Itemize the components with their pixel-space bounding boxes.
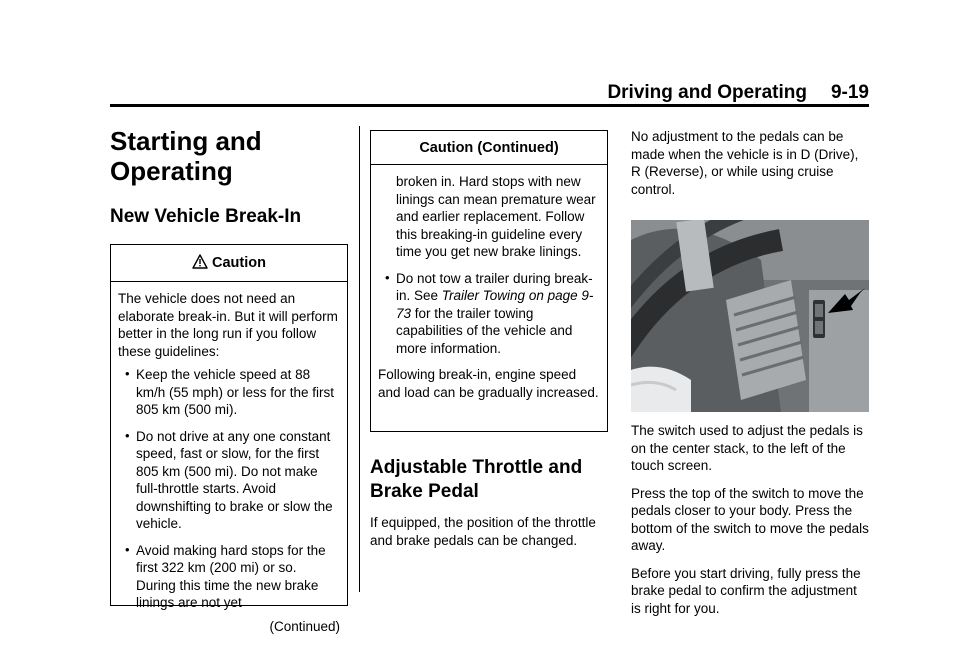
subsection-heading: New Vehicle Break-In	[110, 206, 302, 227]
column-divider	[359, 126, 360, 592]
caution-intro: The vehicle does not need an elaborate break-in. But it will perform better in the long run if you follow these guidelines:	[118, 291, 338, 359]
continued-label: (Continued)	[269, 618, 340, 634]
trailer-towing-link[interactable]: Trailer Towing on page 9-73	[396, 288, 594, 321]
caution-title: Caution	[111, 245, 347, 282]
caution-closing: Following break-in, engine speed and load can be gradually increased.	[378, 367, 599, 400]
body-paragraph: The switch used to adjust the pedals is on the center stack, to the left of the touch screen.	[631, 423, 863, 473]
pedal-switch-photo	[631, 220, 869, 412]
section-heading: Starting and Operating	[110, 126, 262, 186]
body-paragraph: If equipped, the position of the throttle and brake pedals can be changed.	[370, 515, 596, 548]
column-2	[370, 130, 608, 559]
subsection-heading-2: Adjustable Throttle and Brake Pedal	[370, 457, 583, 502]
caution-box	[110, 244, 348, 634]
body-paragraph: No adjustment to the pedals can be made when the vehicle is in D (Drive), R (Reverse), or while using cruise control.	[631, 129, 859, 197]
caution-bullets	[118, 366, 340, 612]
caution-bullets-2	[378, 270, 600, 358]
column-1	[110, 126, 348, 634]
column-3	[631, 128, 869, 627]
list-item: • Avoid making hard stops for the first 322 km (200 mi) or so. During this time the new brake linings are not yet	[118, 542, 340, 612]
body-paragraph: Before you start driving, fully press the brake pedal to confirm the adjustment is right for you.	[631, 565, 861, 616]
header-rule	[110, 104, 869, 107]
list-item: • Keep the vehicle speed at 88 km/h (55 mph) or less for the first 805 km (500 mi).	[118, 366, 340, 419]
caution-box-continued	[370, 130, 608, 432]
list-item: • Do not drive at any one constant speed, fast or slow, for the first 805 km (500 mi). Do not make full-throttle starts. Avoid downshifting to brake or slow the vehicle.	[118, 428, 340, 533]
section-title: Driving and Operating	[607, 82, 807, 103]
caution-continued-title: Caution (Continued)	[371, 131, 607, 165]
page-number: 9-19	[830, 82, 869, 103]
warning-triangle-icon	[192, 254, 208, 273]
page-header	[110, 82, 869, 104]
body-paragraph: Press the top of the switch to move the pedals closer to your body. Press the bottom of the switch to move the pedals away.	[631, 485, 869, 553]
caution-continued-text: broken in. Hard stops with new linings can mean premature wear and earlier replacement. Follow this breaking-in guideline every time you get new brake linings.	[396, 174, 596, 259]
list-item: • Do not tow a trailer during break-in. See Trailer Towing on page 9-73 for the trailer towing capabilities of the vehicle and more information.	[378, 270, 600, 358]
